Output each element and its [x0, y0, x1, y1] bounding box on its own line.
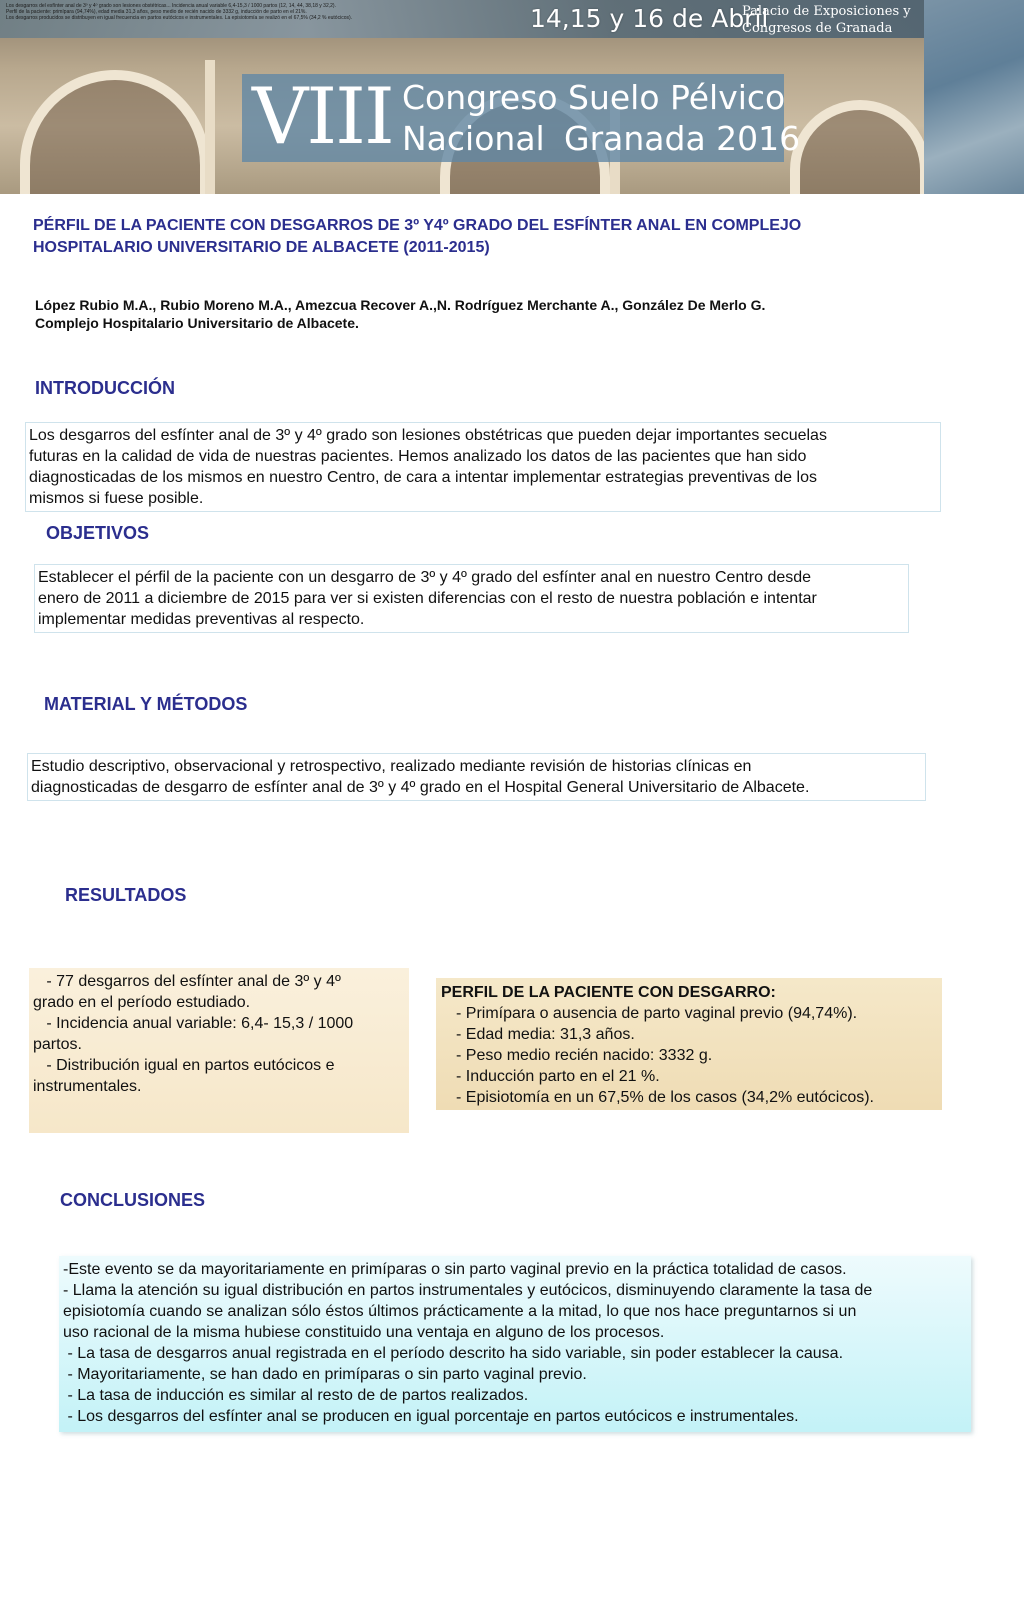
- text-line: mismos si fuese posible.: [29, 490, 204, 507]
- banner-word-granada: Granada 2016: [564, 119, 801, 158]
- banner-word-nacional: Nacional: [402, 119, 545, 158]
- banner-word-congreso: Congreso: [402, 78, 558, 117]
- banner-arch-right: [790, 100, 930, 194]
- congress-dates: 14,15 y 16 de Abril: [530, 4, 769, 33]
- profile-item: - Primípara o ausencia de parto vaginal previo (94,74%).: [456, 1005, 858, 1022]
- section-heading-introduccion: INTRODUCCIÓN: [35, 378, 175, 398]
- text-line: futuras en la calidad de vida de nuestras pacientes. Hemos analizado los datos de las pacientes que han sido: [29, 448, 807, 465]
- venue-line: Congresos de Granada: [742, 21, 893, 36]
- conclusiones-text-box: [59, 1256, 971, 1432]
- introduccion-text-box: [25, 422, 941, 512]
- text-line: diagnosticadas de los mismos en nuestro Centro, de cara a intentar implementar estrategias preventivas de los: [29, 469, 817, 486]
- patient-profile-title: PERFIL DE LA PACIENTE CON DESGARRO:: [441, 984, 776, 1001]
- banner-arch-left: [20, 70, 210, 194]
- text-line: enero de 2011 a diciembre de 2015 para ver si existen diferencias con el resto de nuestra población e intentar: [38, 590, 817, 607]
- text-line: - Llama la atención su igual distribución en partos instrumentales y eutócicos, disminuyendo claramente la tasa de: [63, 1282, 873, 1299]
- author-names: López Rubio M.A., Rubio Moreno M.A., Amezcua Recover A.,N. Rodríguez Merchante A., González De Merlo G.: [35, 297, 766, 313]
- section-heading-material-metodos: MATERIAL Y MÉTODOS: [44, 694, 248, 714]
- text-line: diagnosticadas de desgarro de esfínter anal de 3º y 4º grado en el Hospital General Universitario de Albacete.: [31, 779, 810, 796]
- text-line: - Incidencia anual variable: 6,4- 15,3 / 1000: [33, 1015, 354, 1032]
- profile-item: - Inducción parto en el 21 %.: [456, 1068, 660, 1085]
- banner-column: [205, 60, 215, 194]
- text-line: Establecer el pérfil de la paciente con un desgarro de 3º y 4º grado del esfínter anal en nuestro Centro desde: [38, 569, 812, 586]
- text-line: grado en el período estudiado.: [33, 994, 251, 1011]
- text-line: -Este evento se da mayoritariamente en primíparas o sin parto vaginal previo en la práctica totalidad de casos.: [63, 1261, 847, 1278]
- text-line: partos.: [33, 1036, 82, 1053]
- author-institution: Complejo Hospitalario Universitario de Albacete.: [35, 315, 359, 331]
- congress-venue: [742, 3, 911, 37]
- banner-small-line: Los desgarros producidos se distribuyen en igual frecuencia en partos eutócicos e instrumentales. La episiotomía se realizó en el 67,5% (34,2 % eutócicos).: [6, 15, 353, 21]
- poster-title-line: PÉRFIL DE LA PACIENTE CON DESGARROS DE 3º Y4º GRADO DEL ESFÍNTER ANAL EN COMPLEJO: [33, 217, 802, 234]
- author-block: [35, 296, 765, 332]
- banner-small-text: [6, 3, 426, 21]
- objetivos-text-box: [34, 564, 909, 633]
- poster-title: [33, 215, 933, 259]
- congress-banner: [0, 0, 1024, 194]
- patient-profile-box: [436, 978, 942, 1110]
- banner-small-line: Los desgarros del esfínter anal de 3º y 4º grado son lesiones obstétricas... Incidencia anual variable 6,4-15,3 / 1000 partos (12, 14, 44, 38,18 y 32,2).: [6, 3, 336, 9]
- text-line: uso racional de la misma hubiese constituido una ventaja en alguno de los procesos.: [63, 1324, 665, 1341]
- poster-title-line: HOSPITALARIO UNIVERSITARIO DE ALBACETE (2011-2015): [33, 239, 490, 256]
- text-line: instrumentales.: [33, 1078, 142, 1095]
- text-line: Los desgarros del esfínter anal de 3º y 4º grado son lesiones obstétricas que pueden dejar importantes secuelas: [29, 427, 827, 444]
- banner-small-line: Perfil de la paciente: primípara (94,74%), edad media 31,3 años, peso medio de recién nacido de 3332 g, inducción de parto en el 21%.: [6, 9, 307, 15]
- text-line: - Distribución igual en partos eutócicos e: [33, 1057, 335, 1074]
- text-line: - Los desgarros del esfínter anal se producen en igual porcentaje en partos eutócicos e instrumentales.: [63, 1408, 799, 1425]
- venue-line: Palacio de Exposiciones y: [742, 4, 911, 19]
- section-heading-resultados: RESULTADOS: [65, 885, 187, 905]
- text-line: - Mayoritariamente, se han dado en primíparas o sin parto vaginal previo.: [63, 1366, 587, 1383]
- material-text-box: [27, 753, 926, 801]
- results-summary-box: [29, 968, 409, 1133]
- text-line: - 77 desgarros del esfínter anal de 3º y 4º: [33, 973, 341, 990]
- banner-word-suelo-pelvico: Suelo Pélvico: [568, 78, 786, 117]
- profile-item: - Edad media: 31,3 años.: [456, 1026, 635, 1043]
- text-line: episiotomía cuando se analizan sólo éstos últimos prácticamente a la mitad, lo que nos hace preguntarnos si un: [63, 1303, 857, 1320]
- text-line: Estudio descriptivo, observacional y retrospectivo, realizado mediante revisión de historias clínicas en: [31, 758, 752, 775]
- congress-edition-numeral: VIII: [252, 72, 393, 162]
- banner-tile-panel: [924, 0, 1024, 194]
- section-heading-objetivos: OBJETIVOS: [46, 523, 150, 543]
- text-line: - La tasa de desgarros anual registrada en el período descrito ha sido variable, sin poder establecer la causa.: [63, 1345, 844, 1362]
- profile-item: - Episiotomía en un 67,5% de los casos (34,2% eutócicos).: [456, 1089, 874, 1106]
- text-line: implementar medidas preventivas al respecto.: [38, 611, 365, 628]
- profile-item: - Peso medio recién nacido: 3332 g.: [456, 1047, 713, 1064]
- text-line: - La tasa de inducción es similar al resto de de partos realizados.: [63, 1387, 529, 1404]
- section-heading-conclusiones: CONCLUSIONES: [60, 1190, 206, 1210]
